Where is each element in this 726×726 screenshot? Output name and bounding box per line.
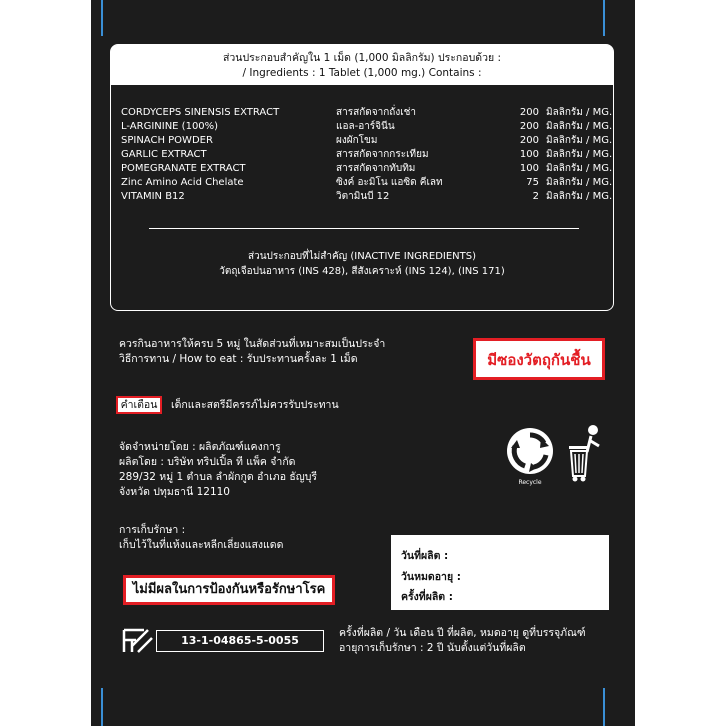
ingredient-name-th: สารสกัดจากกระเทียม xyxy=(336,149,429,160)
ingredient-unit: มิลลิกรัม / MG. xyxy=(546,135,613,146)
registration-block xyxy=(122,626,327,656)
manufacture-date-label: วันที่ผลิต : xyxy=(401,550,449,562)
trash-bin-icon xyxy=(565,424,607,484)
disclaimer-stamp: ไม่มีผลในการป้องกันหรือรักษาโรค xyxy=(123,575,335,605)
ingredient-name-en: VITAMIN B12 xyxy=(121,191,185,202)
ingredient-row xyxy=(121,106,613,120)
how-to-eat: วิธีการทาน / How to eat : รับประทานครั้งละ 1 เม็ด xyxy=(119,353,358,365)
storage-instructions: เก็บไว้ในที่แห้งและหลีกเลี่ยงแสงแดด xyxy=(119,539,284,551)
ingredient-row xyxy=(121,162,613,176)
manufacturer-line: ผลิตโดย : บริษัท ทริปเปิ้ล ที แพ็ค จำกัด xyxy=(119,456,296,468)
product-label-panel xyxy=(91,0,635,726)
brand-logo-icon xyxy=(122,626,154,656)
inactive-ingredients xyxy=(111,249,613,279)
ingredient-unit: มิลลิกรัม / MG. xyxy=(546,177,613,188)
warning-tag: คำเตือน xyxy=(116,396,162,414)
ingredient-amount: 75 xyxy=(526,177,539,188)
ingredient-unit: มิลลิกรัม / MG. xyxy=(546,107,613,118)
corner-mark-top-right xyxy=(603,0,605,36)
corner-mark-bottom-right xyxy=(603,688,605,726)
ingredient-amount: 200 xyxy=(519,135,539,146)
desiccant-stamp: มีซองวัตถุกันชื้น xyxy=(473,338,605,380)
corner-mark-top-left xyxy=(101,0,103,36)
ingredient-unit: มิลลิกรัม / MG. xyxy=(546,121,613,132)
storage-title: การเก็บรักษา : xyxy=(119,524,186,536)
ingredients-box xyxy=(110,44,614,311)
ingredient-row xyxy=(121,120,613,134)
nutrition-advice: ควรกินอาหารให้ครบ 5 หมู่ ในสัดส่วนที่เหมาะสมเป็นประจำ xyxy=(119,338,386,350)
ingredient-name-th: ซิงค์ อะมิโน แอซิด คีเลท xyxy=(336,177,443,188)
inactive-ingredients-list: วัตถุเจือปนอาหาร (INS 428), สีสังเคราะห์ (INS 124), (INS 171) xyxy=(219,266,505,277)
footer-production-note: ครั้งที่ผลิต / วัน เดือน ปี ที่ผลิต, หมดอายุ ดูที่บรรจุภัณฑ์ xyxy=(339,627,586,639)
ingredient-amount: 100 xyxy=(519,163,539,174)
ingredient-amount: 200 xyxy=(519,107,539,118)
recycle-label: Recycle xyxy=(518,479,542,486)
expiry-date-label: วันหมดอายุ : xyxy=(401,571,461,583)
ingredients-header-english: / Ingredients : 1 Tablet (1,000 mg.) Contains : xyxy=(242,67,482,79)
footer-shelf-life: อายุการเก็บรักษา : 2 ปี นับตั้งแต่วันที่ผลิต xyxy=(339,642,526,654)
address-line: 289/32 หมู่ 1 ตำบล ลำผักกูด อำเภอ ธัญบุรี xyxy=(119,471,317,483)
ingredient-name-en: SPINACH POWDER xyxy=(121,135,213,146)
ingredient-row xyxy=(121,134,613,148)
corner-mark-bottom-left xyxy=(101,688,103,726)
province-line: จังหวัด ปทุมธานี 12110 xyxy=(119,486,230,498)
ingredient-name-th: สารสกัดจากทับทิม xyxy=(336,163,416,174)
ingredient-unit: มิลลิกรัม / MG. xyxy=(546,163,613,174)
warning-text: เด็กและสตรีมีครรภ์ไม่ควรรับประทาน xyxy=(171,399,339,411)
ingredient-amount: 200 xyxy=(519,121,539,132)
ingredients-header xyxy=(111,45,613,85)
ingredient-name-en: CORDYCEPS SINENSIS EXTRACT xyxy=(121,107,280,118)
ingredient-amount: 2 xyxy=(532,191,539,202)
ingredient-name-th: วิตามินบี 12 xyxy=(336,191,390,202)
ingredient-row xyxy=(121,176,613,190)
ingredient-name-th: สารสกัดจากถั่งเช่า xyxy=(336,107,417,118)
ingredient-name-en: GARLIC EXTRACT xyxy=(121,149,207,160)
inactive-ingredients-title: ส่วนประกอบที่ไม่สำคัญ (INACTIVE INGREDIENTS) xyxy=(248,251,476,262)
ingredient-name-th: แอล-อาร์จินีน xyxy=(336,121,395,132)
ingredient-name-en: Zinc Amino Acid Chelate xyxy=(121,177,244,188)
ingredient-unit: มิลลิกรัม / MG. xyxy=(546,149,613,160)
ingredient-name-th: ผงผักโขม xyxy=(336,135,378,146)
production-date-box xyxy=(391,535,609,610)
fda-registration-number: 13-1-04865-5-0055 xyxy=(156,630,324,652)
ingredient-unit: มิลลิกรัม / MG. xyxy=(546,191,613,202)
ingredient-name-en: POMEGRANATE EXTRACT xyxy=(121,163,246,174)
ingredients-header-thai: ส่วนประกอบสำคัญใน 1 เม็ด (1,000 มิลลิกรัม) ประกอบด้วย : xyxy=(222,52,501,64)
lot-number-label: ครั้งที่ผลิต : xyxy=(401,591,453,603)
ingredients-divider xyxy=(149,228,579,229)
recycle-icon xyxy=(499,426,561,488)
ingredient-row xyxy=(121,148,613,162)
distributor-line: จัดจำหน่ายโดย : ผลิตภัณฑ์แคงการู xyxy=(119,441,281,453)
ingredient-name-en: L-ARGININE (100%) xyxy=(121,121,219,132)
ingredient-amount: 100 xyxy=(519,149,539,160)
ingredient-row xyxy=(121,190,613,204)
